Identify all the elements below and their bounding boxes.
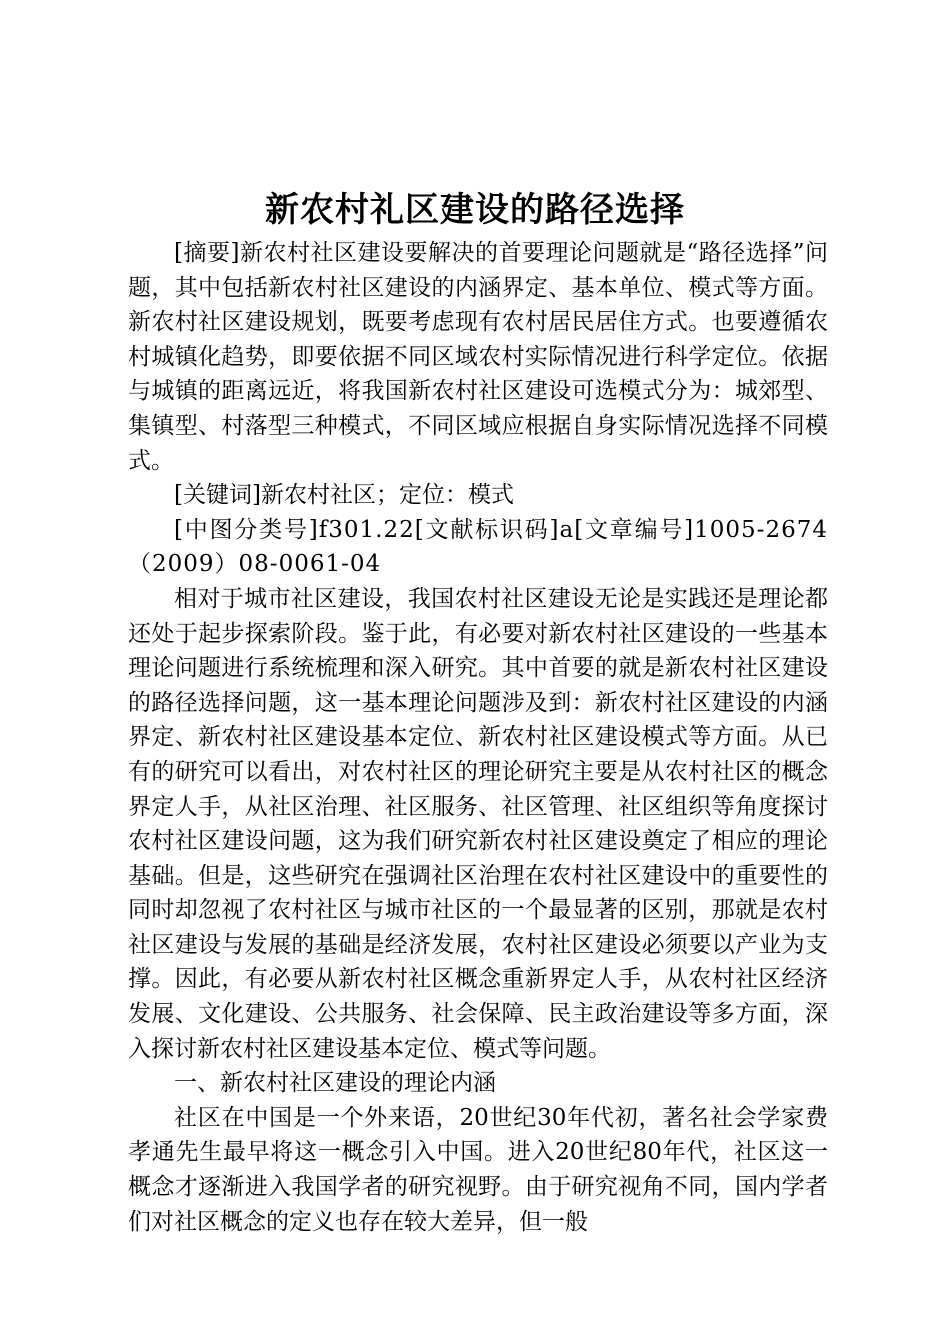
keywords-paragraph: [关键词]新农村社区；定位：模式 bbox=[174, 482, 514, 509]
classification-paragraph: [中图分类号]f301.22[文献标识码]a[文章编号]1005-2674（2009）08-0061-04 bbox=[128, 516, 828, 578]
body-paragraph-2: 社区在中国是一个外来语，20世纪30年代初，著名社会学家费孝通先生最早将这一概念引入中国。进入20世纪80年代，社区这一概念才逐渐进入我国学者的研究视野。由于研究视角不同，国内学者们对社区概念的定义也存在较大差异，但一般 bbox=[128, 1104, 828, 1235]
abstract-paragraph: [摘要]新农村社区建设要解决的首要理论问题就是“路径选择”问题，其中包括新农村社区建设的内涵界定、基本单位、模式等方面。新农村社区建设规划，既要考虑现有农村居民居住方式。也要遵循农村城镇化趋势，即要依据不同区域农村实际情况进行科学定位。依据与城镇的距离远近，将我国新农村社区建设可选模式分为：城郊型、集镇型、村落型三种模式，不同区域应根据自身实际情况选择不同模式。 bbox=[128, 240, 828, 474]
body-paragraph-1: 相对于城市社区建设，我国农村社区建设无论是实践还是理论都还处于起步探索阶段。鉴于此，有必要对新农村社区建设的一些基本理论问题进行系统梳理和深入研究。其中首要的就是新农村社区建设的路径选择问题，这一基本理论问题涉及到：新农村社区建设的内涵界定、新农村社区建设基本定位、新农村社区建设模式等方面。从已有的研究可以看出，对农村社区的理论研究主要是从农村社区的概念界定人手，从社区治理、社区服务、社区管理、社区组织等角度探讨农村社区建设问题，这为我们研究新农村社区建设奠定了相应的理论基础。但是，这些研究在强调社区治理在农村社区建设中的重要性的同时却忽视了农村社区与城市社区的一个最显著的区别，那就是农村社区建设与发展的基础是经济发展，农村社区建设必须要以产业为支撑。因此，有必要从新农村社区概念重新界定人手，从农村社区经济发展、文化建设、公共服务、社会保障、民主政治建设等多方面，深入探讨新农村社区建设基本定位、模式等问题。 bbox=[128, 585, 828, 1062]
document-body bbox=[128, 236, 828, 1239]
document-title: 新农村礼区建设的路径选择 bbox=[265, 190, 685, 230]
section-heading: 一、新农村社区建设的理论内涵 bbox=[174, 1070, 496, 1097]
